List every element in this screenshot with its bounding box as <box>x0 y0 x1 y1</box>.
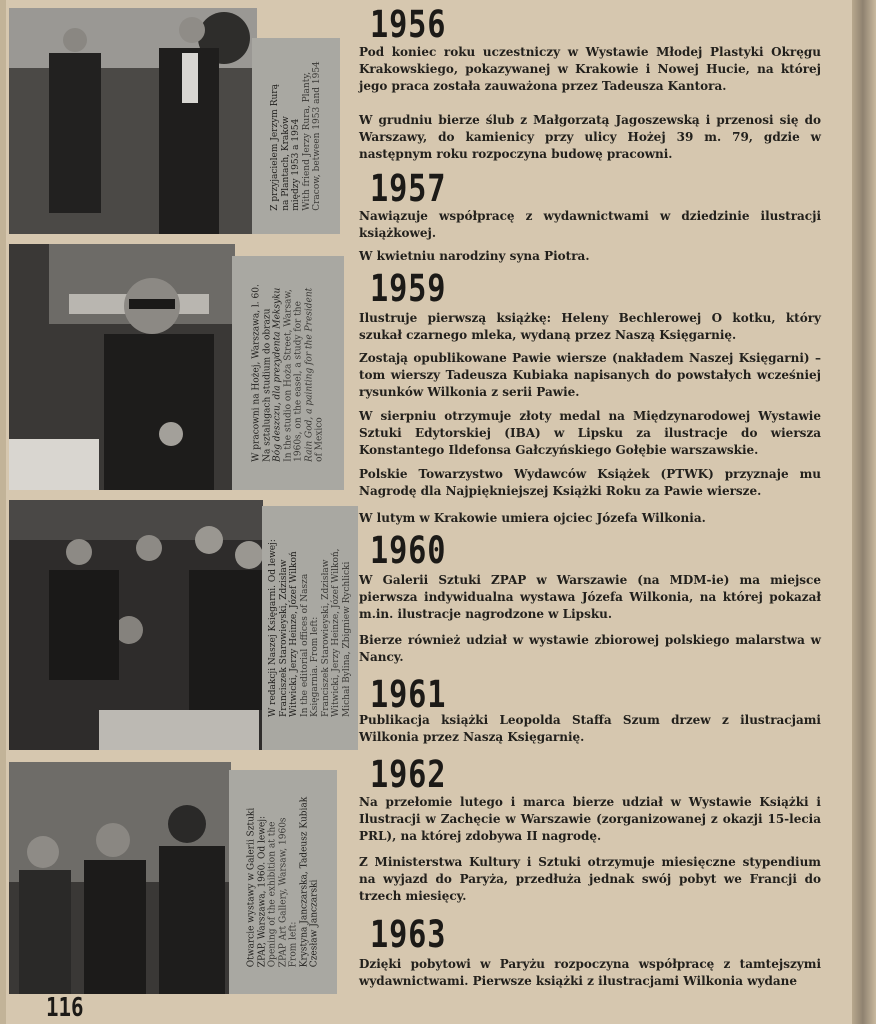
year-heading: 1960 <box>370 529 447 572</box>
caption-line: Krystyna Janczarska, Tadeusz Kubiak <box>298 796 309 968</box>
caption-line: In the studio on Hoża Street, Warsaw, <box>282 289 293 462</box>
caption-3 <box>262 506 358 750</box>
timeline-paragraph: W sierpniu otrzymuje złoty medal na Międzynarodowej Wystawie Sztuki Edytorskiej (IBA) w Lipsku za ilustracje do wiersza Konstantego Ildefonsa Gałczyńskiego Gołębie warszawskie. <box>359 409 821 457</box>
caption-line: From left: <box>288 921 299 968</box>
caption-line: Rain God, a painting for the President <box>303 287 314 462</box>
photo-3 <box>9 500 263 750</box>
caption-line: Opening of the exhibition at the <box>267 821 278 968</box>
timeline-paragraph: W grudniu bierze ślub z Małgorzatą Jagoszewską i przenosi się do Warszawy, do kamienicy przy ulicy Hożej 39 m. 79, gdzie w następnym roku rozpoczyna budowę pracowni. <box>359 113 821 161</box>
timeline-paragraph: Nawiązuje współpracę z wydawnictwami w dziedzinie ilustracji książkowej. <box>359 209 821 240</box>
timeline-paragraph: W lutym w Krakowie umiera ojciec Józefa Wilkonia. <box>359 511 706 525</box>
photo-group-editorial-office-icon <box>9 500 263 750</box>
timeline-paragraph: Z Ministerstwa Kultury i Sztuki otrzymuje miesięczne stypendium na wyjazd do Paryża, przedłuża jednak swój pobyt we Francji do trzech miesięcy. <box>359 855 821 903</box>
caption-line: ZPAP, Warszawa, 1960. Od lewej: <box>256 815 267 968</box>
timeline-paragraph: Ilustruje pierwszą książkę: Heleny Bechlerowej O kotku, który szukał czarnego mleka, wydaną przez Naszą Księgarnię. <box>359 311 821 342</box>
year-heading: 1961 <box>370 673 447 716</box>
book-gutter <box>852 0 876 1024</box>
photo-two-men-park-icon <box>9 8 257 234</box>
caption-line: Czesław Janczarski <box>309 879 320 968</box>
timeline-paragraph: Na przełomie lutego i marca bierze udział w Wystawie Książki i Ilustracji w Zachęcie w Warszawie (zorganizowanej z okazji 15-lecia PRL), na której zdobywa II nagrodę. <box>359 795 821 843</box>
timeline-paragraph: Zostają opublikowane Pawie wiersze (nakładem Naszej Księgarni) – tom wierszy Tadeusza Kubiaka napisanych do powstałych wcześniej rysunków Wilkonia z serii Pawie. <box>359 351 821 399</box>
timeline-paragraph: Bierze również udział w wystawie zbiorowej polskiego malarstwa w Nancy. <box>359 633 821 664</box>
year-heading: 1959 <box>370 267 447 310</box>
caption-line: Księgarnia. From left: <box>310 616 320 717</box>
photo-2 <box>9 244 235 490</box>
year-heading: 1963 <box>370 913 447 956</box>
caption-line: Z przyjacielem Jerzym Rurą <box>269 84 280 211</box>
page-number: 116 <box>46 993 84 1023</box>
caption-line: Franciszek Starowieyski, Zdzisław <box>278 559 289 717</box>
timeline-paragraph: Polskie Towarzystwo Wydawców Książek (PTWK) przyznaje mu Nagrodę dla Najpiękniejszej Książki Roku za Pawie wiersze. <box>359 467 821 498</box>
year-heading: 1962 <box>370 753 447 796</box>
timeline-paragraph: Pod koniec roku uczestniczy w Wystawie Młodej Plastyki Okręgu Krakowskiego, pokazywanej w Krakowie i Nowej Hucie, na której jego praca została zauważona przez Tadeusza Kantora. <box>359 45 821 93</box>
caption-line: Franciszek Starowieyski, Zdzisław <box>320 559 331 717</box>
caption-line: W redakcji Naszej Księgarni. Od lewej: <box>268 539 278 717</box>
photo-1 <box>9 8 257 234</box>
caption-line: na Plantach, Kraków <box>280 116 291 211</box>
caption-line: Witwicki, Jerzy Heinze, Józef Wilkoń <box>289 551 299 717</box>
caption-line: W pracowni na Hożej, Warszawa, l. 60. <box>251 284 262 462</box>
caption-line: 1960s, on the easel, a study for the <box>293 301 304 462</box>
caption-line: Cracow, between 1953 and 1954 <box>311 61 322 211</box>
caption-line: Bóg deszczu, dla prezydenta Meksyku <box>272 287 283 462</box>
photo-exhibition-opening-icon <box>9 762 231 994</box>
timeline-paragraph: W kwietniu narodziny syna Piotra. <box>359 249 590 263</box>
caption-line: of Mexico <box>314 417 325 462</box>
timeline-paragraph: W Galerii Sztuki ZPAP w Warszawie (na MDM-ie) ma miejsce pierwsza indywidualna wystawa Józefa Wilkonia, na której pokazał m.in. ilustracje nagrodzone w Lipsku. <box>359 573 821 621</box>
timeline-paragraph: Dzięki pobytowi w Paryżu rozpoczyna współpracę z tamtejszymi wydawnictwami. Pierwsze książki z ilustracjami Wilkonia wydane <box>359 957 821 988</box>
caption-4 <box>229 770 337 994</box>
caption-line: With friend Jerzy Rura, Planty, <box>301 71 312 211</box>
photo-man-in-studio-icon <box>9 244 235 490</box>
caption-line: Otwarcie wystawy w Galerii Sztuki <box>246 807 257 968</box>
caption-line: In the editorial offices of Nasza <box>299 573 310 717</box>
caption-2 <box>232 256 344 490</box>
caption-1 <box>252 38 340 234</box>
caption-line: Michał Bylina, Zbigniew Rychlicki <box>341 561 352 717</box>
page-left-edge <box>0 0 6 1024</box>
year-heading: 1956 <box>370 3 447 46</box>
photo-4 <box>9 762 231 994</box>
caption-line: między 1953 a 1954 <box>290 118 301 211</box>
caption-line: Na sztalugach studium do obrazu <box>261 308 272 462</box>
caption-line: Witwicki, Jerzy Heinze, Józef Wilkoń, <box>331 548 341 717</box>
caption-line: ZPAP Art Gallery, Warsaw, 1960s <box>277 817 288 968</box>
timeline-paragraph: Publikacja książki Leopolda Staffa Szum drzew z ilustracjami Wilkonia przez Naszą Księgarnię. <box>359 713 821 744</box>
year-heading: 1957 <box>370 167 447 210</box>
